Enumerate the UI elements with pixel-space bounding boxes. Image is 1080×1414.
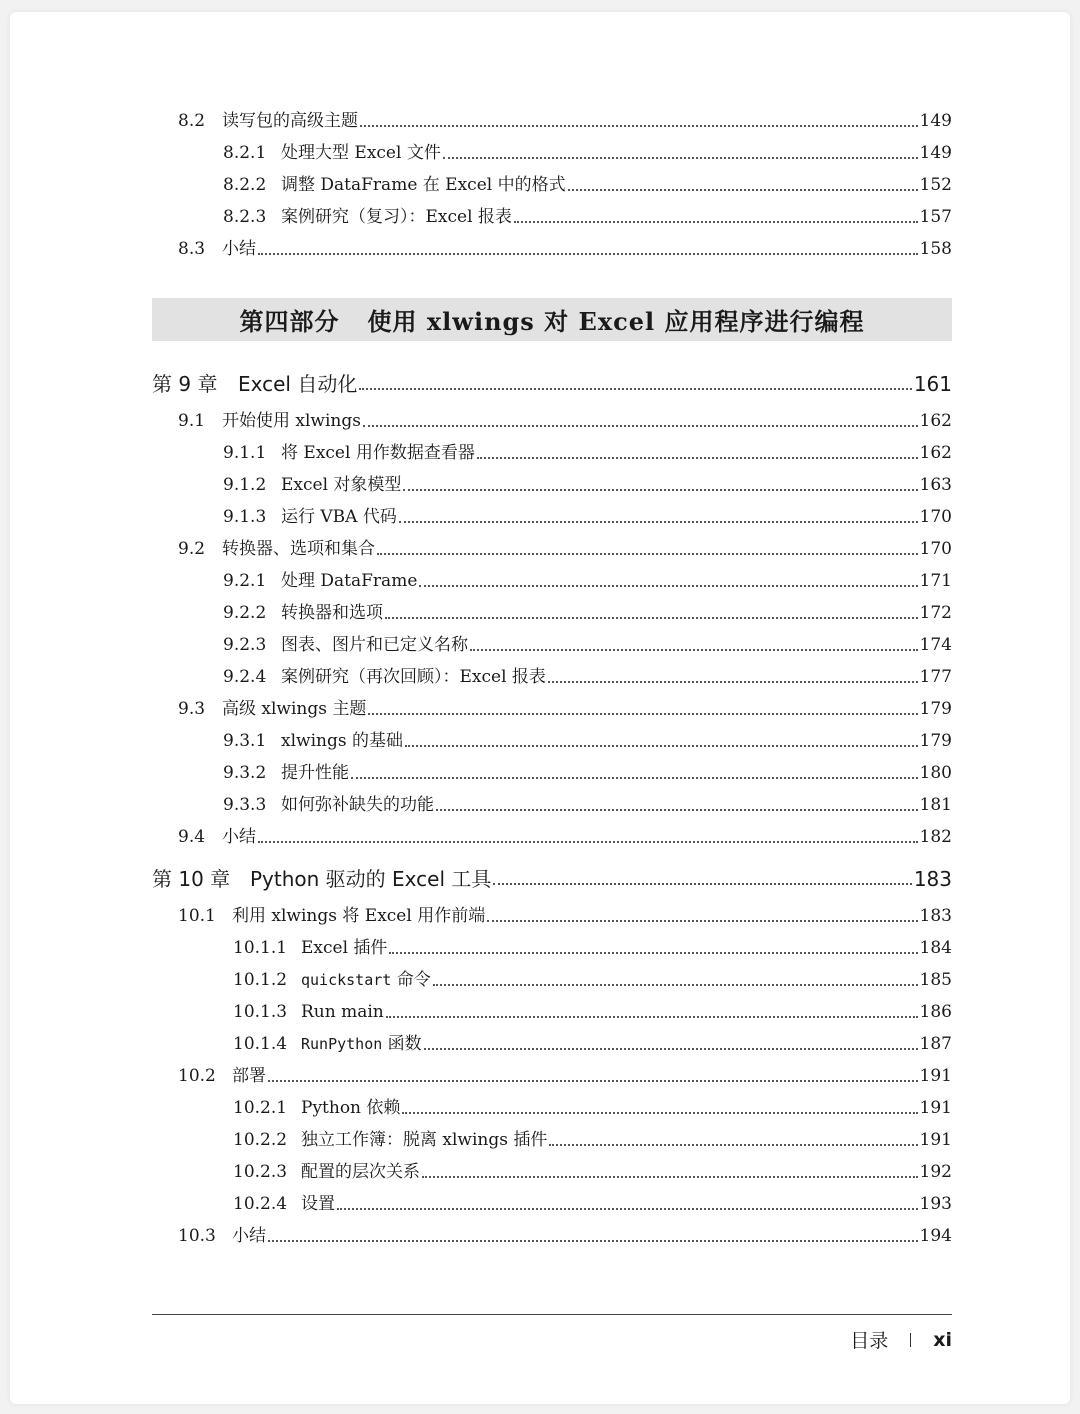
toc-page-number: 172 [919, 603, 952, 623]
part-label: 第四部分 [239, 307, 340, 336]
toc-entry-title: 图表、图片和已定义名称 [281, 635, 468, 655]
toc-leader-dots [258, 841, 918, 843]
toc-leader-dots [419, 585, 917, 587]
toc-leader-dots [268, 1080, 918, 1082]
toc-entry-row[interactable] [223, 438, 952, 464]
toc-page-number: 185 [919, 970, 952, 990]
toc-entry-number: 9.1.3 [223, 507, 267, 527]
toc-entry-number: 10.1.4 [233, 1034, 288, 1054]
toc-entry-row[interactable] [223, 758, 952, 784]
toc-entry-number: 9.2.2 [223, 603, 267, 623]
page-footer [850, 1326, 952, 1353]
toc-leader-dots [268, 1240, 918, 1242]
toc-leader-dots [405, 745, 918, 747]
toc-leader-dots [433, 984, 918, 986]
toc-entry-number: 8.2.1 [223, 143, 267, 163]
toc-entry-title: 转换器和选项 [281, 603, 383, 623]
toc-page-number: 191 [919, 1130, 952, 1150]
toc-entry-title: 开始使用 xlwings [222, 411, 361, 431]
toc-leader-dots [337, 1208, 918, 1210]
toc-entry-title-rest: 命令 [391, 970, 431, 990]
toc-leader-dots [568, 189, 918, 191]
toc-leader-dots [359, 388, 911, 390]
toc-entry-number: 10.2.4 [233, 1194, 288, 1214]
toc-page-number: 183 [919, 906, 952, 926]
footer-separator [910, 1333, 911, 1347]
toc-entry-row[interactable] [178, 901, 952, 927]
toc-entry-title: 处理 DataFrame [281, 571, 418, 591]
toc-entry-row[interactable] [223, 630, 952, 656]
toc-entry-number: 9.3.2 [223, 763, 267, 783]
toc-page-number: 191 [919, 1098, 952, 1118]
toc-entry-number: 9.2 [178, 539, 206, 559]
toc-page-number: 171 [919, 571, 952, 591]
toc-entry-number: 8.2 [178, 111, 206, 131]
toc-entry-row[interactable] [223, 138, 952, 164]
toc-leader-dots [424, 1048, 918, 1050]
toc-page-number: 191 [919, 1066, 952, 1086]
toc-leader-dots [477, 457, 918, 459]
toc-leader-dots [258, 253, 918, 255]
toc-leader-dots [399, 521, 918, 523]
toc-entry-row[interactable] [233, 1093, 952, 1119]
toc-page-number: 180 [919, 763, 952, 783]
toc-page-number: 170 [919, 507, 952, 527]
toc-leader-dots [368, 713, 917, 715]
toc-entry-row[interactable] [223, 566, 952, 592]
toc-page-number: 182 [919, 827, 952, 847]
toc-entry-title: 配置的层次关系 [301, 1162, 420, 1182]
toc-page-number: 162 [919, 443, 952, 463]
part-banner [152, 298, 952, 341]
toc-entry-title: 读写包的高级主题 [222, 111, 358, 131]
toc-page-number: 193 [919, 1194, 952, 1214]
toc-entry-title: Excel 自动化 [238, 372, 358, 396]
toc-entry-title: 将 Excel 用作数据查看器 [281, 443, 475, 463]
toc-entry-number: 9.4 [178, 827, 206, 847]
toc-page-number: 184 [919, 938, 952, 958]
toc-entry-number: 10.2 [178, 1066, 216, 1086]
toc-entry-row[interactable] [223, 170, 952, 196]
toc-entry-row[interactable] [223, 470, 952, 496]
toc-page-number: 192 [919, 1162, 952, 1182]
toc-entry-title [301, 1033, 422, 1055]
toc-entry-number: 10.2.3 [233, 1162, 288, 1182]
toc-entry-number: 9.2.1 [223, 571, 267, 591]
footer-page-number: xi [933, 1328, 952, 1351]
toc-entry-row[interactable] [223, 202, 952, 228]
toc-page-number: 170 [919, 539, 952, 559]
toc-entry-row[interactable] [223, 790, 952, 816]
toc-page-number: 161 [913, 372, 952, 396]
toc-entry-number: 10.1.1 [233, 938, 288, 958]
toc-entry-number: 10.2.2 [233, 1130, 288, 1150]
toc-page-number: 187 [919, 1034, 952, 1054]
toc-entry-number: 8.2.3 [223, 207, 267, 227]
footer-section-label: 目录 [850, 1330, 889, 1352]
toc-entry-title-code: quickstart [301, 971, 392, 989]
toc-entry-row[interactable] [233, 965, 952, 991]
toc-leader-dots [351, 777, 918, 779]
toc-entry-number: 9.2.3 [223, 635, 267, 655]
toc-leader-dots [360, 125, 918, 127]
toc-entry-title: 提升性能 [281, 763, 349, 783]
toc-entry-number: 8.2.2 [223, 175, 267, 195]
toc-entry-number: 10.2.1 [233, 1098, 288, 1118]
toc-entry-number: 9.3 [178, 699, 206, 719]
toc-entry-title: Python 依赖 [301, 1098, 401, 1118]
toc-page-number: 183 [913, 867, 952, 891]
toc-entry-row[interactable] [178, 822, 952, 848]
toc-leader-dots [487, 920, 917, 922]
toc-entry-row[interactable] [233, 933, 952, 959]
toc-page-number: 186 [919, 1002, 952, 1022]
toc-entry-number: 9.2.4 [223, 667, 267, 687]
toc-entry-title: 案例研究（再次回顾）：Excel 报表 [281, 667, 546, 687]
toc-entry-title: 小结 [232, 1226, 266, 1246]
toc-page-number: 163 [919, 475, 952, 495]
toc-chapter-row[interactable] [152, 864, 952, 890]
toc-entry-row[interactable] [178, 106, 952, 132]
footer-rule [152, 1314, 952, 1315]
toc-page-number: 177 [919, 667, 952, 687]
toc-entry-title: 部署 [232, 1066, 266, 1086]
toc-leader-dots [422, 1176, 918, 1178]
toc-entry-row[interactable] [178, 234, 952, 260]
toc-entry-row[interactable] [178, 1061, 952, 1087]
toc-entry-number: 10.1.2 [233, 970, 288, 990]
toc-leader-dots [403, 489, 917, 491]
toc-entry-title: 转换器、选项和集合 [222, 539, 375, 559]
toc-leader-dots [514, 221, 918, 223]
toc-entry-title: 如何弥补缺失的功能 [281, 795, 434, 815]
toc-entry-row[interactable] [223, 726, 952, 752]
toc-entry-title: 利用 xlwings 将 Excel 用作前端 [232, 906, 486, 926]
toc-entry-number: 9.1.2 [223, 475, 267, 495]
toc-page-number: 179 [919, 731, 952, 751]
toc-page-number: 174 [919, 635, 952, 655]
toc-entry-title: 设置 [301, 1194, 335, 1214]
toc-entry-title-code: RunPython [301, 1035, 383, 1053]
toc-leader-dots [385, 617, 918, 619]
toc-entry-row[interactable] [233, 1157, 952, 1183]
toc-leader-dots [549, 1144, 917, 1146]
toc-leader-dots [377, 553, 918, 555]
toc-entry-title: Python 驱动的 Excel 工具 [250, 867, 492, 891]
toc-entry-row[interactable] [233, 1125, 952, 1151]
toc-entry-number: 第 10 章 [152, 867, 231, 891]
toc-entry-title [301, 969, 431, 991]
toc-entry-row[interactable] [233, 1029, 952, 1055]
book-page [10, 12, 1070, 1404]
toc-entry-title: xlwings 的基础 [281, 731, 403, 751]
toc-page-number: 158 [919, 239, 952, 259]
toc-entry-title: 独立工作簿：脱离 xlwings 插件 [301, 1130, 548, 1150]
toc-page-number: 149 [919, 111, 952, 131]
toc-entry-title: Excel 插件 [301, 938, 388, 958]
toc-leader-dots [386, 1016, 918, 1018]
toc-leader-dots [363, 425, 918, 427]
toc-page-number: 149 [919, 143, 952, 163]
toc-leader-dots [436, 809, 918, 811]
toc-entry-title-rest: 函数 [382, 1034, 422, 1054]
toc-entry-title: 案例研究（复习）：Excel 报表 [281, 207, 512, 227]
toc-entry-number: 第 9 章 [152, 372, 218, 396]
toc-entry-row[interactable] [223, 598, 952, 624]
toc-page-number: 152 [919, 175, 952, 195]
toc-chapter-row[interactable] [152, 369, 952, 395]
toc-leader-dots [389, 952, 917, 954]
toc-entry-number: 9.1.1 [223, 443, 267, 463]
toc-entry-row[interactable] [223, 662, 952, 688]
toc-entry-row[interactable] [223, 502, 952, 528]
toc-leader-dots [548, 681, 918, 683]
toc-leader-dots [402, 1112, 917, 1114]
toc-entry-number: 9.3.3 [223, 795, 267, 815]
toc-leader-dots [493, 883, 911, 885]
toc-page-number: 157 [919, 207, 952, 227]
toc-entry-number: 10.1 [178, 906, 216, 926]
toc-entry-row[interactable] [178, 534, 952, 560]
toc-leader-dots [470, 649, 918, 651]
toc-entry-title: 小结 [222, 827, 256, 847]
toc-page-number: 194 [919, 1226, 952, 1246]
toc-leader-dots [443, 157, 918, 159]
toc-page-number: 181 [919, 795, 952, 815]
toc-entry-title: 高级 xlwings 主题 [222, 699, 367, 719]
toc-entry-title: Excel 对象模型 [281, 475, 402, 495]
toc-entry-number: 8.3 [178, 239, 206, 259]
toc-entry-title: 运行 VBA 代码 [281, 507, 397, 527]
toc-entry-number: 9.1 [178, 411, 206, 431]
toc-entry-title: 调整 DataFrame 在 Excel 中的格式 [281, 175, 566, 195]
toc-entry-number: 10.3 [178, 1226, 216, 1246]
toc-entry-row[interactable] [178, 406, 952, 432]
toc-entry-row[interactable] [233, 1189, 952, 1215]
toc-entry-title: 处理大型 Excel 文件 [281, 143, 441, 163]
toc-entry-number: 10.1.3 [233, 1002, 288, 1022]
part-title: 使用 xlwings 对 Excel 应用程序进行编程 [367, 307, 865, 336]
toc-entry-title: 小结 [222, 239, 256, 259]
toc-entry-number: 9.3.1 [223, 731, 267, 751]
toc-entry-title: Run main [301, 1002, 384, 1022]
toc-entry-row[interactable] [178, 1221, 952, 1247]
toc-entry-row[interactable] [233, 997, 952, 1023]
toc-page-number: 179 [919, 699, 952, 719]
toc-page-number: 162 [919, 411, 952, 431]
toc-entry-row[interactable] [178, 694, 952, 720]
